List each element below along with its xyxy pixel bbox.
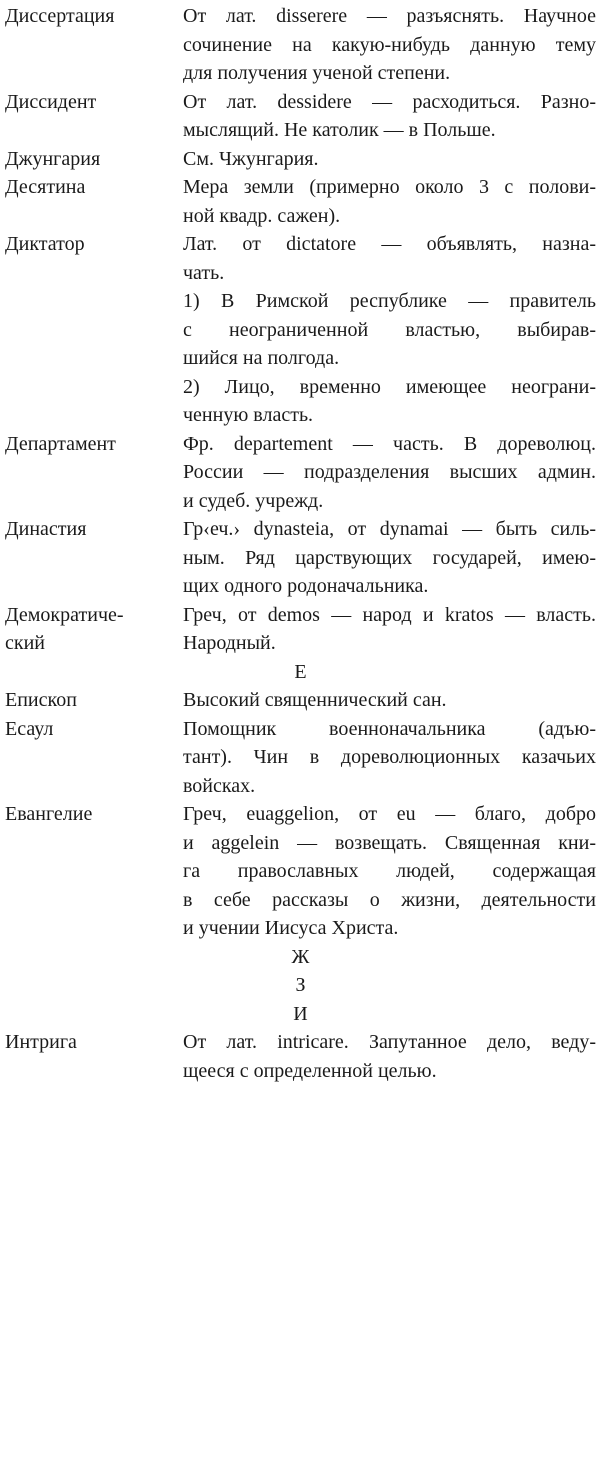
definition-cell	[183, 2, 596, 88]
term-text: Департамент	[5, 432, 116, 455]
definition-cell	[183, 88, 596, 145]
definition-line: Фр. departement — часть. В дореволюц.	[183, 432, 596, 455]
term-text: Есаул	[5, 717, 54, 740]
definition-line: мыслящий. Не католик — в Польше.	[183, 119, 496, 141]
definition-line: в себе рассказы о жизни, деятельности	[183, 888, 596, 911]
term-cell	[5, 88, 183, 117]
definition-line: тант). Чин в дореволюционных казачьих	[183, 746, 596, 768]
section-letter: Ж	[291, 945, 310, 968]
definition-line: Народный.	[183, 632, 276, 654]
glossary-entry	[5, 430, 596, 516]
term-cell	[5, 145, 183, 174]
glossary-entry	[5, 145, 596, 174]
definition-cell	[183, 145, 596, 174]
glossary-entry	[5, 2, 596, 88]
term-cell	[5, 715, 183, 744]
definition-cell	[183, 686, 596, 715]
term-text: Евангелие	[5, 803, 93, 825]
definition-line: сочинение на какую-нибудь данную тему	[183, 33, 596, 56]
term-cell	[5, 1028, 183, 1057]
section-letter: И	[293, 1002, 308, 1025]
definition-line: щееся с определенной целью.	[183, 1059, 437, 1082]
glossary-entry	[5, 601, 596, 658]
definition-line: Мера земли (примерно около 3 с полови-	[183, 176, 596, 198]
section-letter: Е	[294, 660, 307, 683]
term-cell	[5, 800, 183, 829]
definition-line: для получения ученой степени.	[183, 62, 451, 84]
glossary-entry	[5, 800, 596, 943]
definition-line: См. Чжунгария.	[183, 147, 319, 170]
definition-line: Помощник военноначальника (адъю-	[183, 717, 596, 740]
glossary-entry	[5, 230, 596, 430]
term-cell	[5, 230, 183, 259]
definition-line: ным. Ряд царствующих государей, имею-	[183, 546, 596, 569]
definition-cell	[183, 430, 596, 516]
definition-line: Лат. от dictatore — объявлять, назна-	[183, 233, 596, 255]
definition-cell	[183, 515, 596, 601]
section-letter: З	[295, 974, 306, 996]
definition-line: От лат. intricare. Запутанное дело, веду-	[183, 1031, 596, 1053]
term-text: Десятина	[5, 176, 86, 198]
definition-line: 2) Лицо, временно имеющее неограни-	[183, 375, 596, 398]
definition-cell	[183, 1028, 596, 1085]
definition-line: войсках.	[183, 774, 256, 797]
definition-line: ной квадр. сажен).	[183, 204, 341, 227]
term-text: Династия	[5, 518, 87, 540]
definition-cell	[183, 173, 596, 230]
term-cell	[5, 515, 183, 544]
definition-line: Высокий священнический сан.	[183, 689, 447, 711]
term-text: Интрига	[5, 1031, 77, 1053]
term-text: Диссидент	[5, 90, 97, 113]
definition-line: с неограниченной властью, выбирав-	[183, 318, 596, 341]
term-text: Диктатор	[5, 233, 85, 255]
definition-line: и aggelein — возвещать. Священная кни-	[183, 831, 596, 854]
term-cell	[5, 601, 183, 658]
definition-line: и учении Иисуса Христа.	[183, 917, 399, 939]
definition-line: чать.	[183, 261, 225, 284]
definition-cell	[183, 715, 596, 801]
definition-line: га православных людей, содержащая	[183, 860, 596, 882]
definition-line: От лат. dessidere — расходиться. Разно-	[183, 90, 596, 113]
term-cell	[5, 430, 183, 459]
definition-cell	[183, 800, 596, 943]
definition-line: и судеб. учрежд.	[183, 489, 324, 512]
term-cell	[5, 2, 183, 31]
definition-line: 1) В Римской республике — правитель	[183, 290, 596, 312]
glossary-entry	[5, 515, 596, 601]
term-text: Джунгария	[5, 147, 101, 170]
definition-cell	[183, 230, 596, 430]
term-cell	[5, 173, 183, 202]
glossary-entry	[5, 173, 596, 230]
definition-line: Греч, euaggelion, от eu — благо, добро	[183, 803, 596, 825]
term-text: ский	[5, 632, 45, 654]
definition-line: От лат. disserere — разъяснять. Научное	[183, 5, 596, 27]
definition-line: ченную власть.	[183, 404, 314, 426]
definition-cell	[183, 601, 596, 658]
glossary-entry	[5, 715, 596, 801]
definition-line: России — подразделения высших админ.	[183, 461, 596, 483]
definition-line: шийся на полгода.	[183, 347, 340, 369]
term-text: Диссертация	[5, 5, 115, 27]
glossary-entry	[5, 686, 596, 715]
definition-line: Греч, от demos — народ и kratos — власть.	[183, 603, 596, 626]
term-cell	[5, 686, 183, 715]
term-text: Демократиче-	[5, 603, 124, 626]
definition-line: Гр‹еч.› dynasteia, от dynamai — быть силь-	[183, 518, 596, 540]
definition-line: щих одного родоначальника.	[183, 575, 429, 597]
term-text: Епископ	[5, 689, 77, 711]
glossary-entry	[5, 1028, 596, 1085]
glossary-entry	[5, 88, 596, 145]
